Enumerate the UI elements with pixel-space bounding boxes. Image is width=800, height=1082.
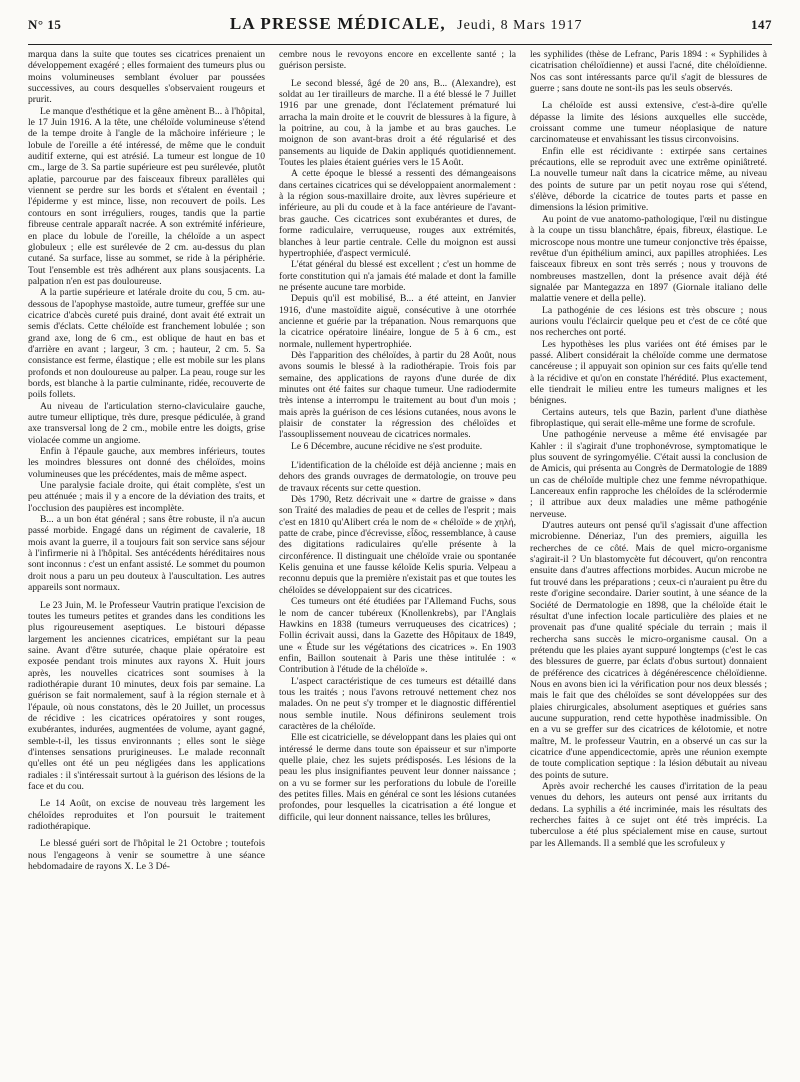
paragraph: Le second blessé, âgé de 20 ans, B... (Alexandre), est soldat au 1er tirailleurs de marche. Il a été blessé le 7 Juillet 1916 par une grenade, dont l'éclatement prématuré lui arracha la main droite et le couvrit de blessures à la figure, à la poitrine, au cou, à la jambe et au bras gauches. Le moignon de son avant-bras droit a été régularisé et des pansements au liquide de Dakin appliqués quotidiennement. Toutes les plaies étaient guéries vers le 15 Août. (279, 77, 516, 169)
column-2 (279, 49, 516, 1075)
paragraph: Enfin à l'épaule gauche, aux membres inférieurs, toutes les moindres blessures ont donné des chéloïdes, moins volumineuses que les précédentes, mais de même aspect. (28, 446, 265, 480)
paragraph: D'autres auteurs ont pensé qu'il s'agissait d'une affection microbienne. Déneriaz, l'un des premiers, aiguilla les recherches de ce côté. Mais de quel micro-organisme s'agirait-il ? Un blastomycète fut découvert, qu'on rencontra ensuite dans d'autres affections morbides. Aucun microbe ne fut trouvé dans les préparations ; ceux-ci n'auraient pu être du reste d'origine secondaire. Darier soutint, à une séance de la Société de Dermatologie en 1898, que la chéloïde était le résultat d'une infection locale particulière des plaies et ne provenait pas d'une qualité spéciale du terrain ; mais il rechercha sans succès le micro-organisme causal. On a prétendu que les plaies ayant suppuré longtemps (c'est le cas des blessures de guerre, par éclats d'obus surtout) donnaient de préférence des cicatrices à dégénérescence chéloïdienne. Nous en avons bien ici la vérification pour nos deux blessés ; mais le fait que des chéloïdes se sont développées sur des plaies chirurgicales, absolument aseptiques et guéries sans aucune suppuration, rend cette hypothèse inadmissible. On en a vu se greffer sur des cicatrices de kélotomie, et notre maître, M. le professeur Vautrin, en a observé un cas sur la cicatrice d'une appendicectomie, après une réunion exempte de toute complication septique : la lésion débutait au niveau des points de suture. (530, 520, 767, 781)
paragraph: L'identification de la chéloïde est déjà ancienne ; mais en dehors des grands ouvrages de dermatologie, on trouve peu de travaux récents sur cette question. (279, 460, 516, 494)
page-number: 147 (751, 17, 772, 32)
column-3 (530, 49, 767, 1075)
paragraph: Le blessé guéri sort de l'hôpital le 21 Octobre ; toutefois nous l'engageons à venir se soumettre à une séance hebdomadaire de rayons X. Le 3 Dé- (28, 838, 265, 873)
page-header (28, 14, 772, 36)
paragraph: Après avoir recherché les causes d'irritation de la peau venues du dehors, les auteurs ont pensé aux irritants du dedans. La syphilis a été incriminée, mais les résultats des recherches faites à ce sujet ont été très imprécis. La tuberculose a été plus spécialement mise en cause, surtout par les Allemands. Il a semblé que les scrofuleux y (530, 781, 767, 849)
paragraph: A la partie supérieure et latérale droite du cou, 5 cm. au-dessous de l'apophyse mastoïde, autre tumeur, greffée sur une cicatrice d'abcès cureté puis drainé, dont avait été extrait un semis d'éclats. Cette chéloïde est franchement lobulée ; son grand axe, long de 6 cm., est oblique de haut en bas et d'arrière en avant ; largeur, 3 cm. ; hauteur, 2 cm. 5. Sa consistance est ferme, élastique ; elle est mobile sur les plans profonds et non douloureuse au palper. La peau, rouge sur les bords, est blanche à la partie culminante, ridée, recouverte de poils follets. (28, 287, 265, 401)
paragraph: Certains auteurs, tels que Bazin, parlent d'une diathèse fibroplastique, qui serait elle-même une forme de scrofule. (530, 406, 767, 429)
paragraph: Elle est cicatricielle, se développant dans les plaies qui ont intéressé le derme dans toute son épaisseur et sur n'importe quelle plaie, chez les sujets prédisposés. Les lésions de la peau les plus insignifiantes peuvent leur donner naissance ; on a vu se former sur les perforations du lobule de l'oreille des petites filles. Mais en général ce sont les lésions cutanées profondes, pour lesquelles la cicatrisation a été longue et difficile, qui leur donnent naissance, telles les brûlures, (279, 732, 516, 823)
masthead (230, 14, 583, 34)
paragraph: Au niveau de l'articulation sterno-claviculaire gauche, autre tumeur elliptique, très dure, presque pédiculée, à grand axe transversal long de 2 cm., mobile entre les doigts, grise violacée comme un angiome. (28, 400, 265, 446)
paragraph: Une paralysie faciale droite, qui était complète, s'est un peu atténuée ; mais il y a encore de la déviation des traits, et l'occlusion des paupières est incomplète. (28, 480, 265, 514)
paragraph: Au point de vue anatomo-pathologique, l'œil nu distingue à la coupe un tissu blanchâtre, épais, fibreux, élastique. Le microscope nous montre une tumeur conjonctive très épaisse, revêtue d'un épithélium aminci, aux papilles atrophiées. Les faisceaux fibreux en sont très serrés ; nous y trouvons de nombreuses mastzellen, dont la présence avait déjà été signalée par Mantegazza en 1897 (Giornale italiano delle malattie venere et della pelle). (530, 213, 767, 305)
page-label: N° 15 (28, 17, 62, 32)
paragraph: L'aspect caractéristique de ces tumeurs est détaillé dans tous les traités ; nous l'avons retrouvé nettement chez nos malades. On ne peut s'y tromper et le diagnostic différentiel nous semble inutile. Nous définirons seulement trois caractères de la chéloïde. (279, 675, 516, 732)
paragraph: Le 6 Décembre, aucune récidive ne s'est produite. (291, 440, 483, 452)
paragraph: Depuis qu'il est mobilisé, B... a été atteint, en Janvier 1916, d'une mastoïdite aiguë, consécutive à une otorrhée ancienne et guérie par la trépanation. Nous remarquons que la cicatrice opératoire linéaire, longue de 5 à 6 cm., est normale, nullement hypertrophiée. (279, 293, 516, 350)
paragraph: Dès 1790, Retz décrivait une « dartre de graisse » dans son Traité des maladies de peau et de celles de l'esprit ; mais c'est en 1810 qu'Alibert créa le nom de « chéloïde » de χηλή, patte de crabe, pince d'écrevisse, εἶδος, ressemblance, à cause des digitations radiculaires qu'elle présente à la circonférence. Il distinguait une chéloïde vraie ou spontanée Kelis genuina et une fausse kéloïde Kelis spuria. Velpeau a reconnu depuis que la première n'existait pas et que toutes les chéloïdes se développaient sur des cicatrices. (279, 494, 516, 596)
header-rule (28, 44, 772, 45)
paragraph: Une pathogénie nerveuse a même été envisagée par Kahler : il s'agirait d'une trophonévrose, symptomatique le plus souvent de syringomyélie. C'était aussi la conclusion de de Amicis, qui présenta au Congrès de Dermatologie de 1889 un cas de chéloïde multiple chez une femme névropathique. Lancereaux enfin rapproche les chéloïdes de la sclérodermie ; il attribue aux deux maladies une même pathogénie nerveuse. (530, 429, 767, 520)
column-1 (28, 49, 265, 1075)
issue-date: Jeudi, 8 Mars 1917 (457, 18, 583, 33)
paragraph: Dès l'apparition des chéloïdes, à partir du 28 Août, nous avons soumis le blessé à la radiothérapie. Trois fois par semaine, des applications de rayons d'une durée de dix minutes ont été faites sur chaque tumeur. Une radiodermite très intense a interrompu le traitement au bout d'un mois ; mais après la guérison de ces lésions cutanées, nous avons le plaisir de constater la régression des chéloïdes et l'assouplissement nouveau de cicatrices normales. (279, 349, 516, 441)
paragraph: les syphilides (thèse de Lefranc, Paris 1894 : « Syphilides à cicatrisation chéloïdienne) et aussi l'acné, dite chéloïdienne. Nos cas sont intéressants parce qu'il s'agit de blessures de guerre ; sans doute ne sont-ils pas les seuls observés. (530, 49, 767, 95)
paragraph: Le 23 Juin, M. le Professeur Vautrin pratique l'excision de toutes les tumeurs petites et grandes dans les conditions les plus rigoureusement aseptiques. Le bistouri dépasse largement les anciennes cicatrices, empiétant sur la peau saine. Avant d'être suturée, chaque plaie opératoire est exposée pendant trois minutes aux rayons X. Huit jours après, les nouvelles cicatrices sont soumises à la radiothérapie durant 10 minutes, deux fois par semaine. La guérison se fait normalement, sauf à la région sternale et à l'épaule, où nous constatons, dès le 20 Juillet, un processus de récidive : les cicatrices opératoires y sont rouges, exubérantes, indurées, augmentées de volume, ayant gagné, semble-t-il, les tissus environnants ; elles sont le siège d'intenses sensations prurigineuses. Le malade reconnaît qu'elles ont été un peu négligées dans les applications radiales : il s'intéressait surtout à la guérison des lésions de la face et du cou. (28, 599, 265, 792)
paragraph: Le manque d'esthétique et la gêne amènent B... à l'hôpital, le 17 Juin 1916. A la tête, une chéloïde volumineuse s'étend de la tempe droite à l'angle de la mâchoire inférieure ; le lobule de l'oreille a été intéressé, de même que le conduit auditif externe, qui est atrésié. La tumeur est longue de 10 cm., large de 3. Sa partie supérieure est peu surélevée, plutôt aplatie, parcourue par des faisceaux fibreux parallèles qui viennent se perdre sur les bords et s'étalent en éventail ; l'épiderme y est mince, lisse, non recouvert de poils. Les contours en sont irréguliers, rouges, tandis que la partie fibreuse centrale apparaît nacrée. A son extrémité inférieure, en place du lobule de l'oreille, la chéloïde a un aspect globuleux ; elle est surélevée de 2 cm. au-dessus du plan cutané. Sa surface, lisse au sommet, se ride à la périphérie. Tout l'ensemble est très adhérent aux plans sousjacents. La palpation n'en est pas douloureuse. (28, 105, 265, 287)
paragraph: L'état général du blessé est excellent ; c'est un homme de forte constitution qui n'a jamais été malade et dont la famille ne présente aucune tare morbide. (279, 259, 516, 293)
paragraph: Les hypothèses les plus variées ont été émises par le passé. Alibert considérait la chéloïde comme une dermatose cancéreuse ; il appuyait son opinion sur ces faits qu'elle tend à la récidive et qu'on en constate l'hérédité. Plus exactement, elle tiendrait le milieu entre les tumeurs malignes et les bénignes. (530, 338, 767, 407)
paragraph: marqua dans la suite que toutes ses cicatrices prenaient un développement exagéré ; elles formaient des tumeurs plus ou moins volumineuses semblant évoluer par poussées successives, au cours desquelles s'observaient rougeurs et prurit. (28, 49, 265, 106)
article-body (28, 49, 772, 1075)
paragraph: La chéloïde est aussi extensive, c'est-à-dire qu'elle dépasse la limite des lésions auxquelles elle succède, croissant comme une tumeur néoplasique de nature carcinomateuse et envahissant les tissus circonvoisins. (530, 100, 767, 146)
journal-title: LA PRESSE MÉDICALE, (229, 14, 446, 33)
paragraph: Enfin elle est récidivante : extirpée sans certaines précautions, elle se reproduit avec une extrême opiniâtreté. La nouvelle tumeur naît dans la cicatrice même, au niveau des points de suture par un petit noyau rose qui s'étend, s'élève, déborde la cicatrice de toutes parts et passe en dimensions la lésion primitive. (530, 145, 767, 214)
paragraph: A cette époque le blessé a ressenti des démangeaisons dans certaines cicatrices qui se développaient anormalement : à la région sous-maxillaire droite, aux lèvres supérieure et inférieure, au pli du coude et à la face antérieure de l'avant-bras gauche. Ces cicatrices sont exubérantes et dures, de forme radiculaire, verruqueuse, rouges aux extrémités, blanches à leur partie centrale. Celle du moignon est aussi hypertrophiée, d'aspect vermiculé. (279, 168, 516, 259)
paragraph: B... a un bon état général ; sans être robuste, il n'a aucun passé morbide. Engagé dans un régiment de cavalerie, 18 mois avant la guerre, il a toujours fait son service sans séjour à l'infirmerie ni à l'hôpital. Ses antécédents héréditaires nous sont inconnus : c'est un enfant assisté. Le sommet du poumon droit nous a paru un peu douteux à l'auscultation. Les autres appareils sont normaux. (28, 514, 265, 594)
paragraph: cembre nous le revoyons encore en excellente santé ; la guérison persiste. (279, 49, 516, 72)
paragraph: Le 14 Août, on excise de nouveau très largement les chéloïdes reproduites et l'on poursuit le traitement radiothérapique. (28, 798, 265, 833)
paragraph: La pathogénie de ces lésions est très obscure ; nous aurions voulu l'éclaircir quelque peu et c'est de ce côté que nos recherches ont porté. (530, 304, 767, 339)
paragraph: Ces tumeurs ont été étudiées par l'Allemand Fuchs, sous le nom de cancer tubéreux (Knollenkrebs), par l'Anglais Hawkins en 1838 (tumeurs verruqueuses des cicatrices) ; Follin écrivait aussi, dans la Gazette des Hôpitaux de 1849, une « Étude sur les végétations des cicatrices ». En 1903 enfin, Baillon soutenait à Paris une thèse intitulée : « Contribution à l'étude de la chéloïde ». (279, 596, 516, 676)
